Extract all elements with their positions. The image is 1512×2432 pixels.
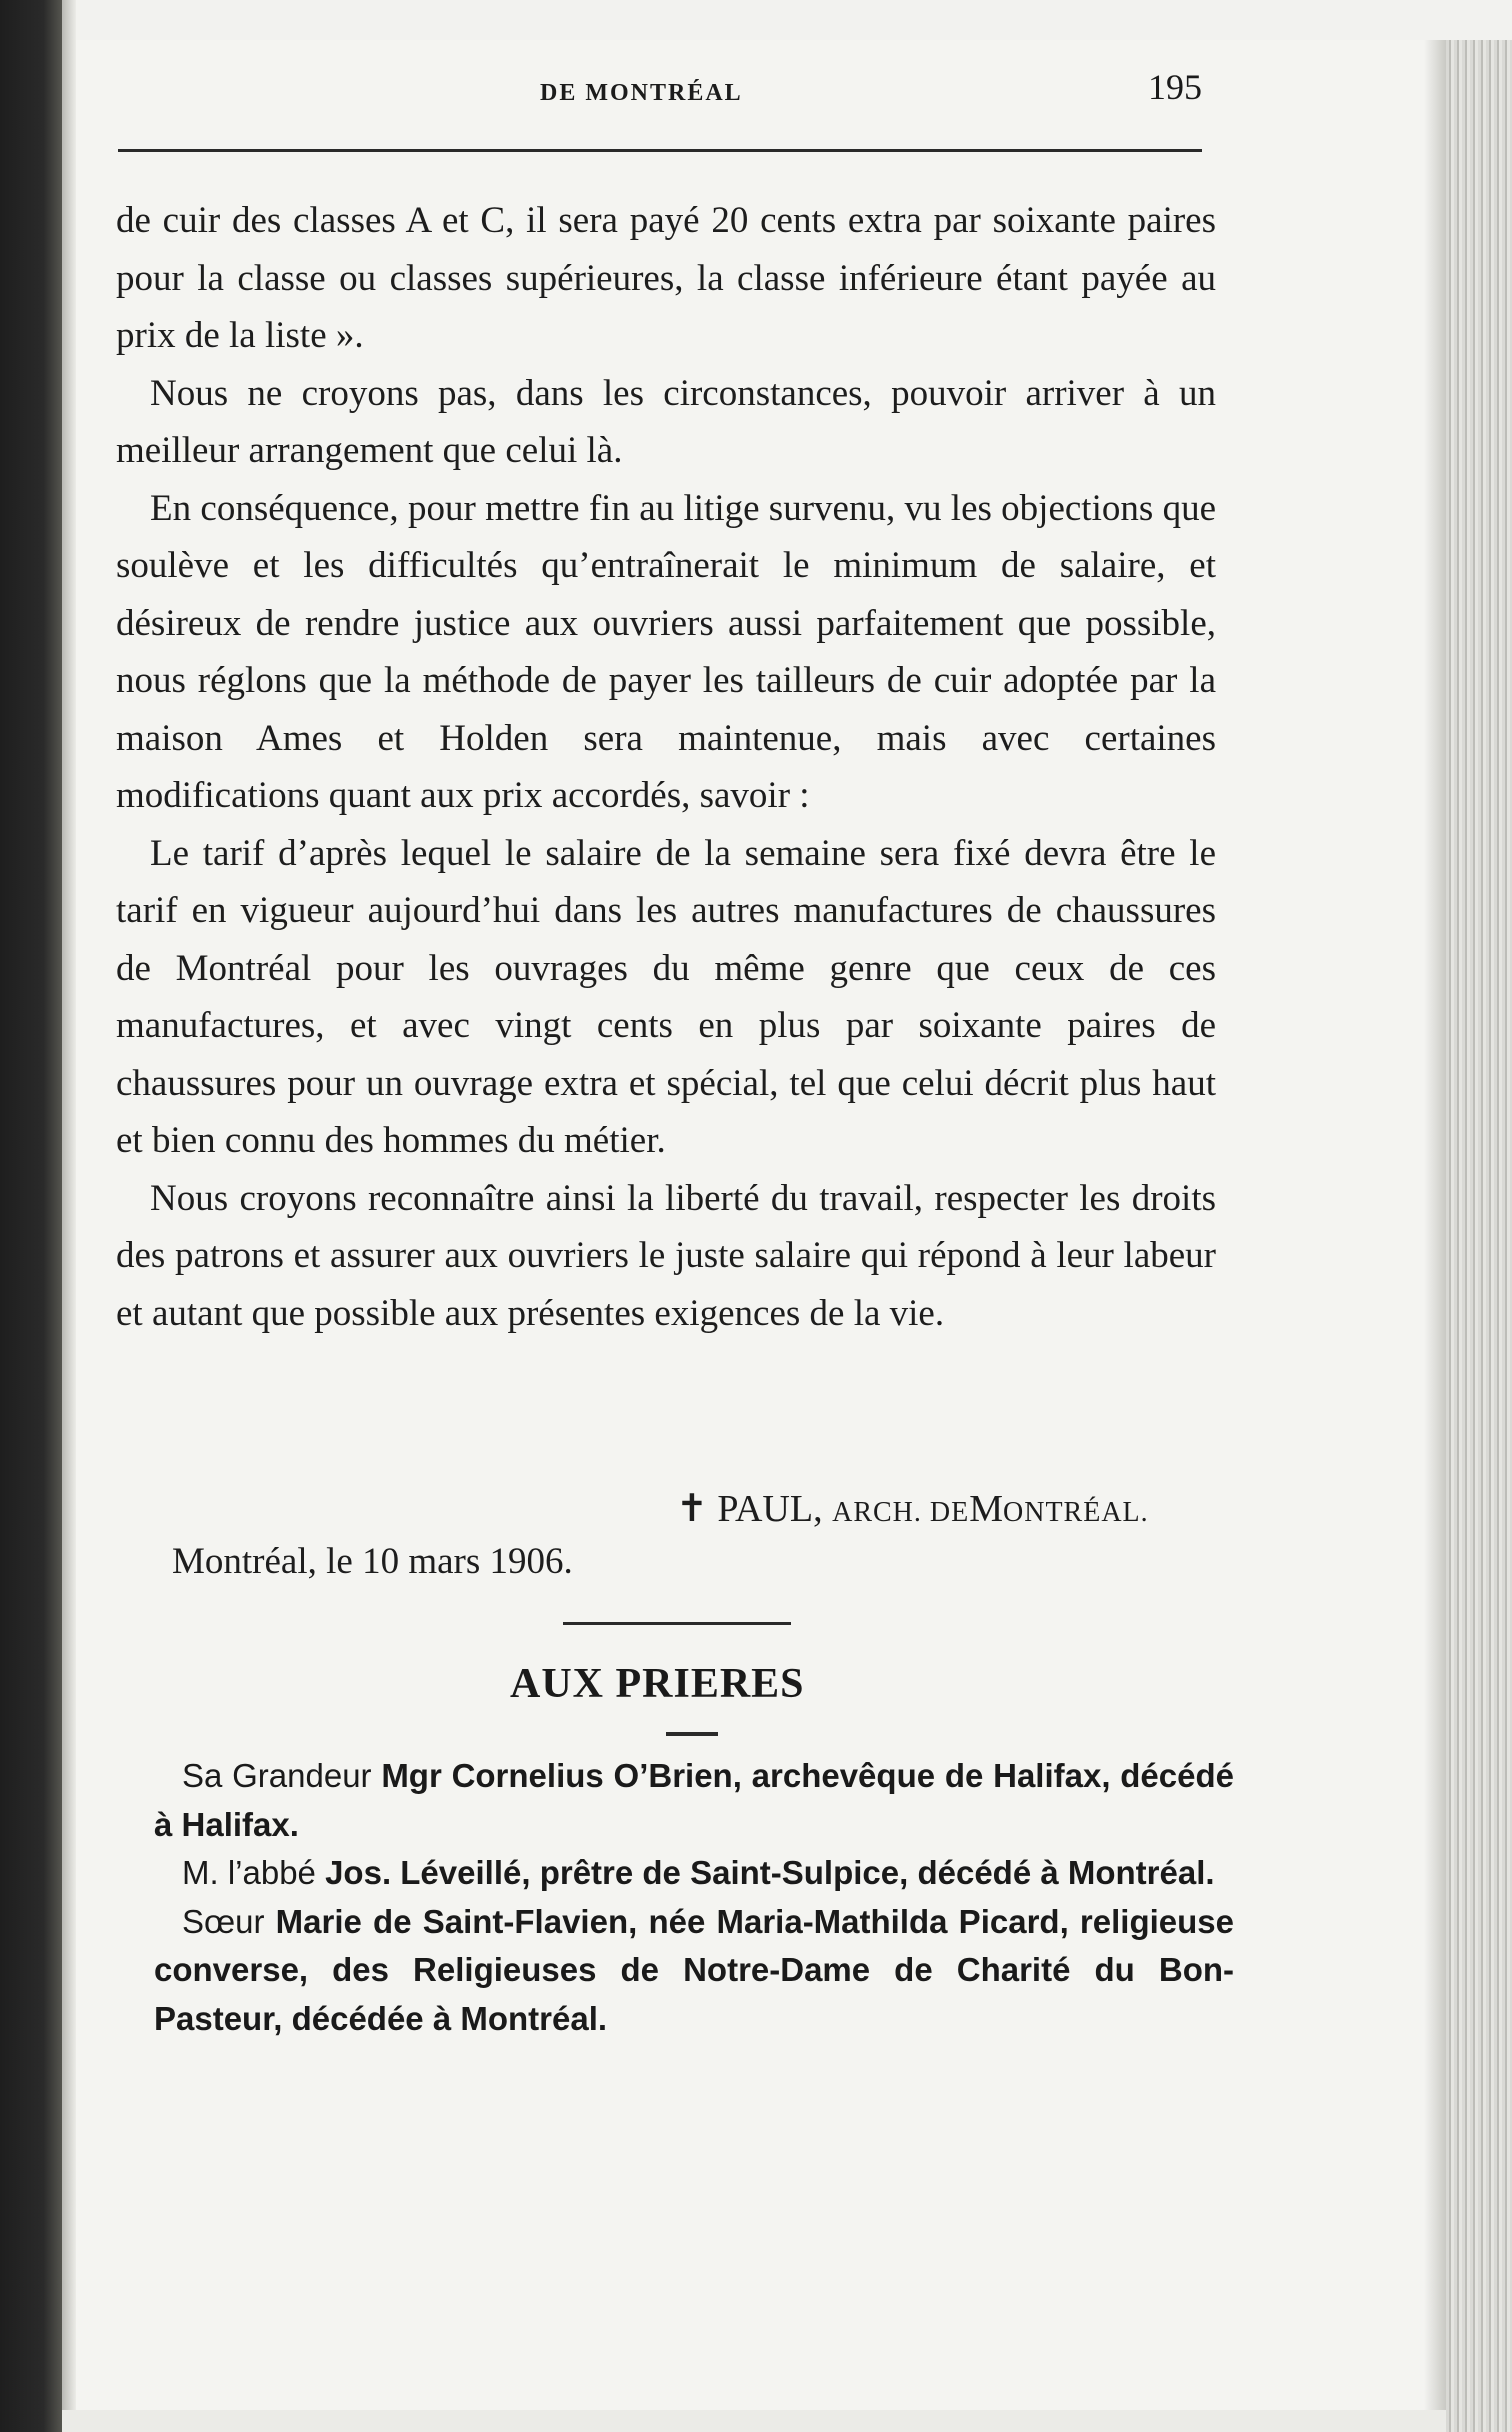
- list-item: [154, 1898, 1234, 2044]
- scan-bottom-margin: [62, 2410, 1446, 2432]
- dateline: Montréal, le 10 mars 1906.: [172, 1541, 573, 1582]
- entry-text: Mgr Cornelius O’Brien, archevêque de Halifax, décédé à Halifax.: [154, 1757, 1234, 1843]
- prayer-list: [154, 1752, 1234, 2043]
- scan-left-edge: [0, 0, 62, 2432]
- section-rule-bottom: [666, 1732, 718, 1736]
- paragraph-arrangement: Nous ne croyons pas, dans les circonstances, pouvoir arriver à un meilleur arrangement que celui là.: [116, 372, 1216, 471]
- paragraph-ruling: En conséquence, pour mettre fin au litige survenu, vu les objections que soulève et les difficultés qu’entraînerait le minimum de salaire, et désireux de rendre justice aux ouvriers aussi parfaitement que possible, nous réglons que la méthode de payer les tailleurs de cuir adoptée par la maison Ames et Holden sera maintenue, mais avec certaines modifications quant aux prix accordés, savoir :: [116, 487, 1216, 816]
- signature-title-rest: ONTRÉAL.: [1003, 1497, 1149, 1528]
- cross-icon: ✝: [676, 1488, 708, 1530]
- paragraph-continuation: de cuir des classes A et C, il sera payé 20 cents extra par soixante paires pour la classe ou classes supérieures, la classe inférieure étant payée au prix de la liste ».: [116, 200, 1216, 356]
- signature-name: PAUL,: [717, 1488, 823, 1530]
- header-rule: [118, 149, 1202, 152]
- entry-lead: M. l’abbé: [182, 1854, 316, 1891]
- entry-lead: Sa Grandeur: [182, 1757, 372, 1794]
- entry-text: Marie de Saint-Flavien, née Maria-Mathilda Picard, religieuse converse, des Religieuses de Notre-Dame de Charité du Bon-Pasteur, décédée à Montréal.: [154, 1902, 1234, 2037]
- paragraph-conclusion: Nous croyons reconnaître ainsi la liberté du travail, respecter les droits des patrons et assurer aux ouvriers le juste salaire qui répond à leur labeur et autant que possible aux présentes exigences de la vie.: [116, 1177, 1216, 1334]
- body-text: [116, 192, 1216, 1342]
- entry-lead: Sœur: [182, 1902, 265, 1940]
- page-number: 195: [1148, 67, 1202, 107]
- running-head: DE MONTRÉAL: [540, 80, 743, 106]
- page-gutter-shadow: [62, 0, 76, 2432]
- entry-text: Jos. Léveillé, prêtre de Saint-Sulpice, décédé à Montréal.: [325, 1854, 1215, 1891]
- signature-title-cap: M: [969, 1488, 1004, 1530]
- section-title: AUX PRIERES: [510, 1661, 805, 1707]
- list-item: [154, 1752, 1234, 1849]
- scan-top-margin: [62, 0, 1512, 40]
- paragraph-tariff: Le tarif d’après lequel le salaire de la semaine sera fixé devra être le tarif en vigueur aujourd’hui dans les autres manufactures de chaussures de Montréal pour les ouvrages du même genre que ceux de ces manufactures, et avec vingt cents en plus par soixante paires de chaussures pour un ouvrage extra et spécial, tel que celui décrit plus haut et bien connu des hommes du métier.: [116, 832, 1216, 1161]
- signature: [676, 1486, 1149, 1531]
- page-edge-shadow: [1424, 40, 1446, 2410]
- page-stack-fore-edge: [1446, 40, 1512, 2432]
- signature-title-small: ARCH. DE: [832, 1497, 970, 1528]
- section-rule-top: [563, 1622, 791, 1625]
- list-item: [154, 1849, 1234, 1898]
